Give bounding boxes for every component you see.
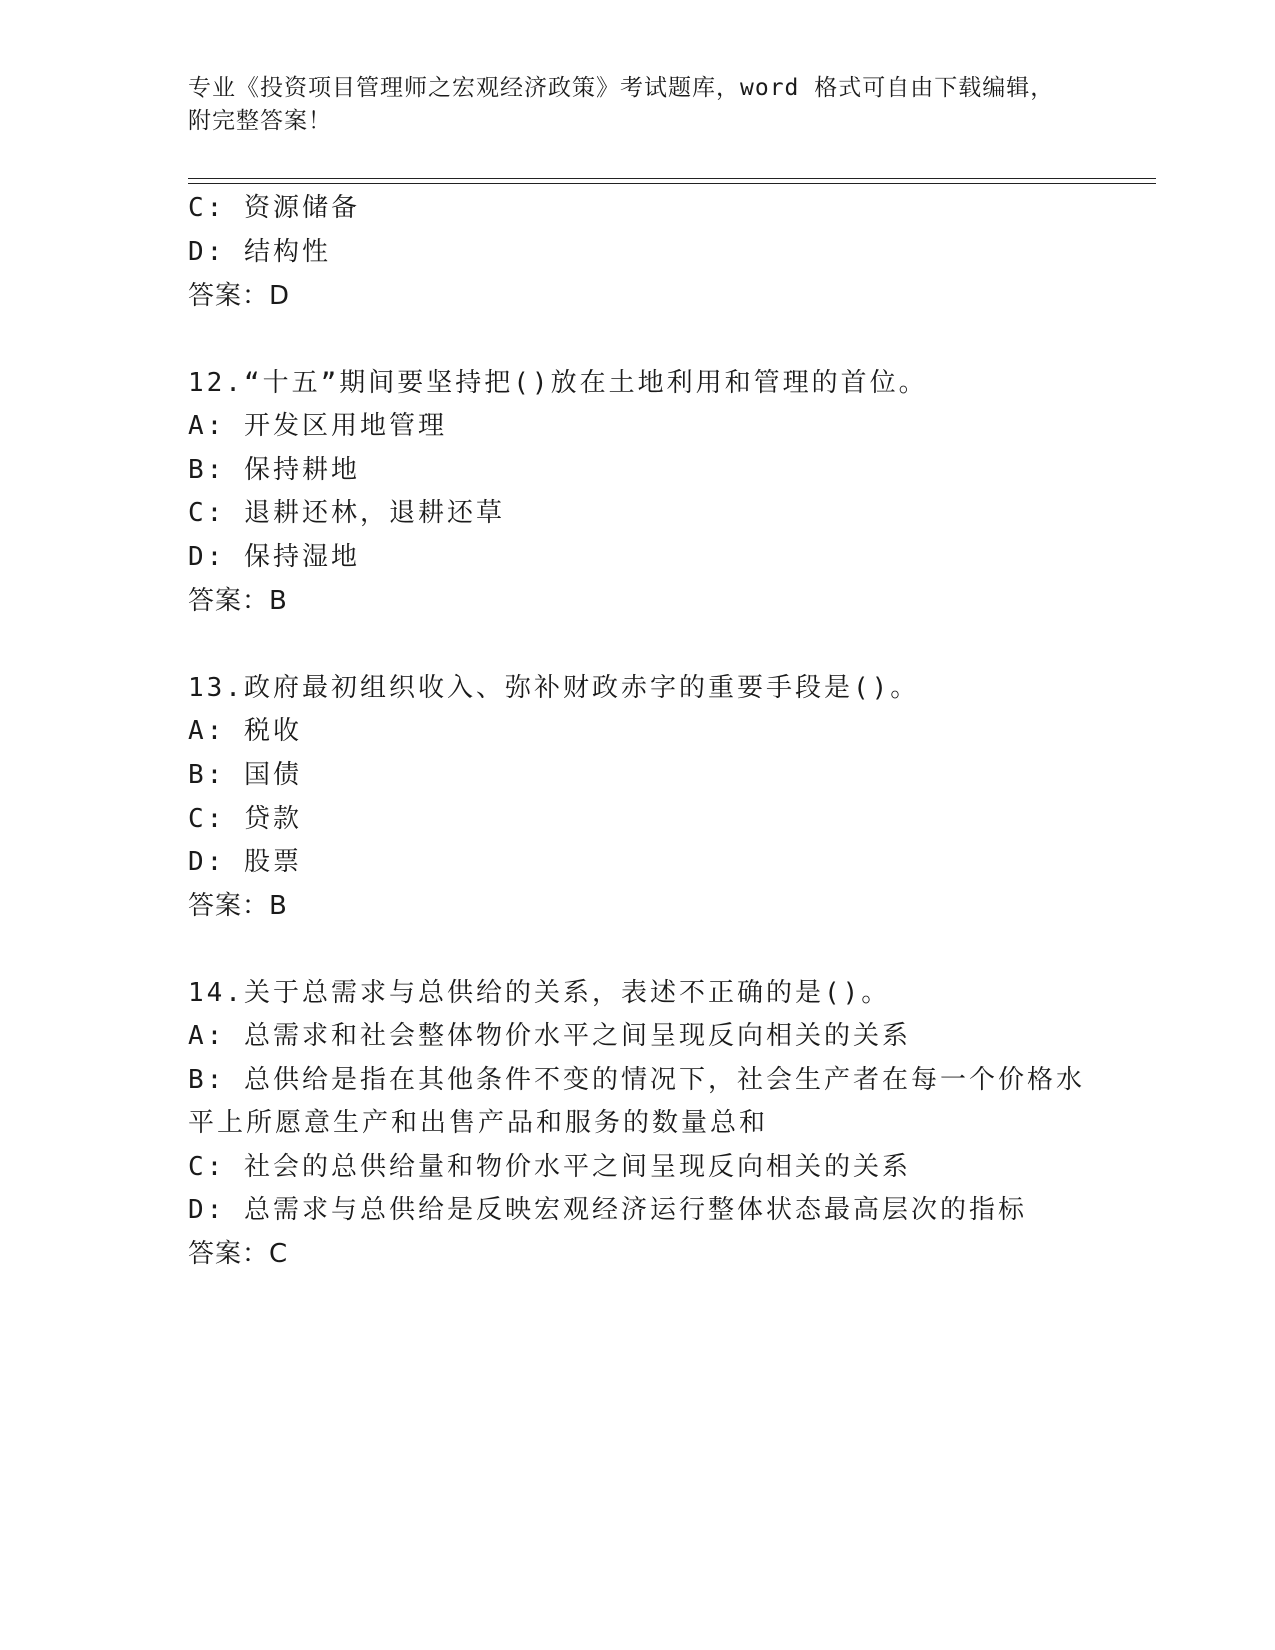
question-14-answer: 答案：C: [188, 1239, 289, 1269]
prev-option-d: D: 结构性: [188, 237, 331, 267]
question-13-answer: 答案：B: [188, 891, 288, 921]
question-14-option-a: A: 总需求和社会整体物价水平之间呈现反向相关的关系: [188, 1021, 911, 1051]
question-13-option-c: C: 贷款: [188, 804, 302, 834]
prev-answer: 答案：D: [188, 281, 291, 311]
question-14-option-d: D: 总需求与总供给是反映宏观经济运行整体状态最高层次的指标: [188, 1195, 1027, 1225]
question-12-option-a: A: 开发区用地管理: [188, 411, 447, 441]
question-14-option-c: C: 社会的总供给量和物价水平之间呈现反向相关的关系: [188, 1152, 911, 1182]
prev-option-c: C: 资源储备: [188, 193, 360, 223]
question-13-option-b: B: 国债: [188, 760, 302, 790]
question-13-option-d: D: 股票: [188, 847, 302, 877]
question-14-option-b: B: 总供给是指在其他条件不变的情况下，社会生产者在每一个价格水: [188, 1065, 1085, 1095]
question-12-option-c: C: 退耕还林，退耕还草: [188, 498, 505, 528]
question-14-stem: 14.关于总需求与总供给的关系，表述不正确的是()。: [188, 978, 891, 1008]
header-divider-bottom: [188, 183, 1156, 184]
header-line-2: 附完整答案！: [188, 108, 332, 134]
header-divider-top: [188, 178, 1156, 179]
question-13-option-a: A: 税收: [188, 716, 302, 746]
document-header: [188, 72, 1088, 138]
question-13-stem: 13.政府最初组织收入、弥补财政赤字的重要手段是()。: [188, 673, 920, 703]
question-12-option-d: D: 保持湿地: [188, 542, 360, 572]
question-14-option-b-continued: 平上所愿意生产和出售产品和服务的数量总和: [188, 1108, 769, 1138]
question-12-option-b: B: 保持耕地: [188, 455, 360, 485]
header-line-1: 专业《投资项目管理师之宏观经济政策》考试题库，word 格式可自由下载编辑，: [188, 75, 1055, 101]
question-12-stem: 12.“十五”期间要坚持把()放在土地利用和管理的首位。: [188, 368, 928, 398]
question-12-answer: 答案：B: [188, 586, 288, 616]
